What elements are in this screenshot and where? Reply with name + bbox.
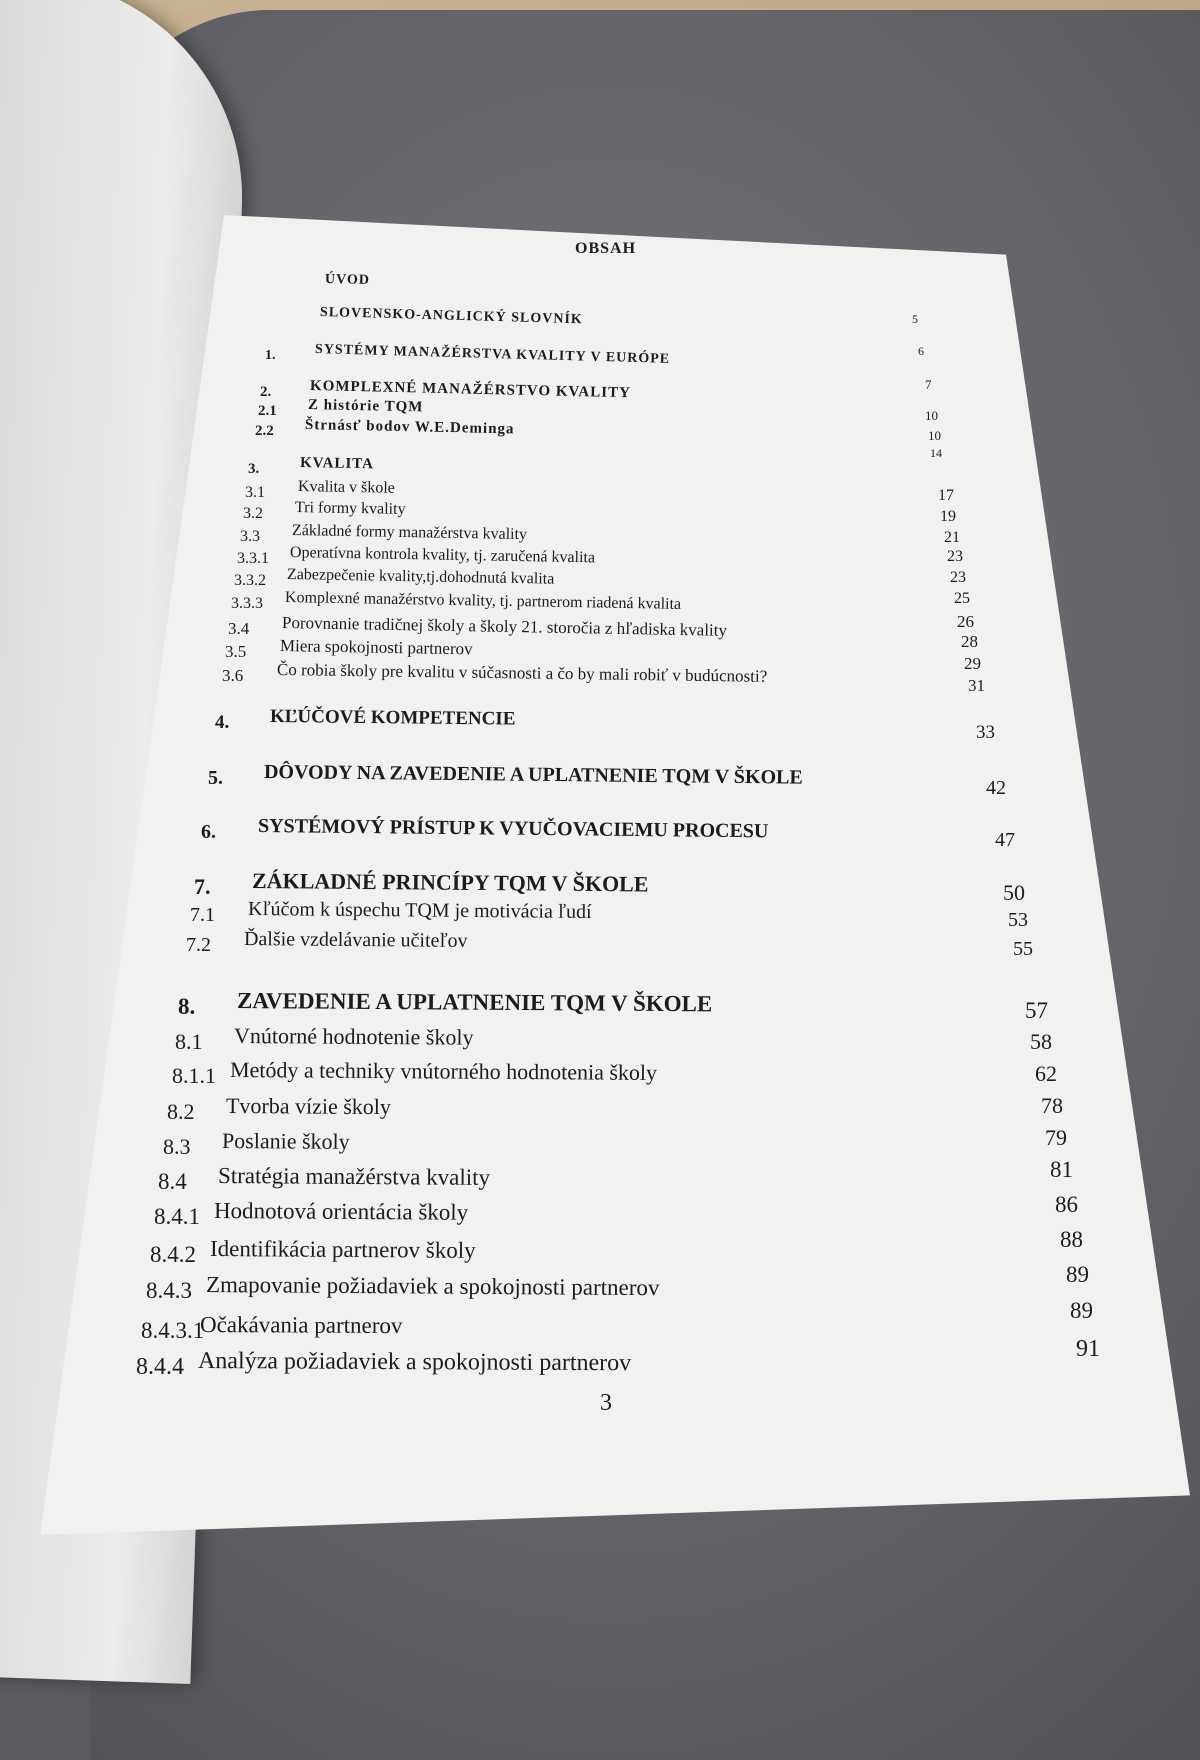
entry-title: Vnútorné hodnotenie školy: [233, 1023, 474, 1050]
entry-page-number: 57: [1025, 998, 1048, 1023]
entry-number: 8.4.3: [146, 1278, 192, 1303]
entry-page-number: 6: [918, 344, 924, 358]
entry-number: 8.1.1: [172, 1063, 216, 1088]
entry-page-number: 58: [1030, 1029, 1052, 1054]
entry-title: ZAVEDENIE A UPLATNENIE TQM V ŠKOLE: [236, 988, 713, 1017]
entry-number: 3.4: [228, 619, 250, 638]
entry-page-number: 55: [1013, 938, 1033, 960]
entry-page-number: 53: [1008, 909, 1028, 931]
entry-page-number: 10: [925, 408, 938, 423]
entry-page-number: 89: [1066, 1262, 1089, 1287]
entry-page-number: 91: [1076, 1336, 1100, 1362]
entry-title: Poslanie školy: [221, 1128, 350, 1154]
entry-page-number: 86: [1055, 1192, 1078, 1217]
entry-number: 8.4.2: [150, 1242, 196, 1267]
entry-page-number: 89: [1070, 1298, 1093, 1323]
entry-number: 1.: [265, 348, 276, 363]
entry-title: Tvorba vízie školy: [225, 1093, 392, 1120]
entry-page-number: 78: [1041, 1093, 1063, 1118]
entry-page-number: 28: [961, 632, 978, 651]
entry-title: Zabezpečenie kvality,tj.dohodnutá kvalita: [286, 566, 555, 588]
entry-number: 8.4.1: [154, 1204, 200, 1229]
entry-number: 3.3: [240, 528, 260, 545]
entry-number: 7.2: [186, 934, 211, 956]
entry-title: Hodnotová orientácia školy: [213, 1198, 469, 1225]
entry-page-number: 33: [976, 722, 995, 743]
entry-number: 7.: [194, 874, 211, 899]
entry-number: 3.3.3: [231, 595, 263, 612]
entry-title: Kľúčom k úspechu TQM je motivácia ľudí: [247, 898, 592, 923]
entry-title: ZÁKLADNÉ PRINCÍPY TQM V ŠKOLE: [251, 868, 649, 897]
entry-number: 8.3: [163, 1134, 191, 1159]
entry-title: SYSTÉMY MANAŽÉRSTVA KVALITY V EURÓPE: [314, 342, 671, 367]
entry-number: 2.: [260, 384, 272, 400]
entry-number: 3.3.1: [237, 550, 269, 567]
entry-number: 7.1: [190, 904, 215, 926]
page-title: OBSAH: [575, 240, 637, 257]
entry-title: DÔVODY NA ZAVEDENIE A UPLATNENIE TQM V ŠKOLE: [263, 761, 803, 789]
entry-title: Tri formy kvality: [294, 499, 406, 518]
entry-page-number: 7: [925, 377, 932, 392]
entry-title: KVALITA: [299, 455, 375, 473]
entry-title: Operatívna kontrola kvality, tj. zaručená kvalita: [289, 544, 596, 567]
entry-title: SYSTÉMOVÝ PRÍSTUP K VYUČOVACIEMU PROCESU: [257, 815, 769, 843]
entry-page-number: 47: [995, 829, 1015, 851]
entry-number: 8.: [178, 994, 196, 1019]
entry-title: Komplexné manažérstvo kvality, tj. partnerom riadená kvalita: [284, 589, 682, 613]
entry-page-number: 50: [1003, 880, 1025, 905]
entry-page-number: 23: [950, 569, 966, 586]
entry-page-number: 42: [986, 777, 1006, 799]
entry-page-number: 19: [940, 508, 956, 525]
entry-number: 3.6: [222, 666, 244, 685]
entry-page-number: 21: [944, 529, 960, 546]
entry-number: 3.2: [243, 505, 263, 522]
entry-number: 8.4: [158, 1169, 187, 1194]
entry-number: 8.4.3.1: [141, 1318, 205, 1343]
entry-page-number: 5: [912, 312, 918, 326]
page-number: 3: [600, 1390, 612, 1416]
entry-page-number: 62: [1035, 1061, 1057, 1086]
entry-number: 8.2: [167, 1099, 195, 1124]
entry-number: 6.: [201, 821, 216, 843]
entry-number: 3.: [248, 461, 260, 477]
entry-title: SLOVENSKO-ANGLICKÝ SLOVNÍK: [319, 305, 584, 328]
entry-number: 8.1: [175, 1029, 203, 1054]
entry-number: 3.1: [245, 484, 265, 501]
entry-page-number: 14: [930, 446, 942, 460]
entry-page-number: 23: [947, 548, 963, 565]
entry-title: Miera spokojnosti partnerov: [279, 636, 473, 659]
entry-number: 3.5: [225, 642, 247, 661]
entry-title: KOMPLEXNÉ MANAŽÉRSTVO KVALITY: [309, 378, 632, 402]
entry-title: Štrnásť bodov W.E.Deminga: [304, 417, 515, 438]
entry-page-number: 29: [964, 654, 981, 673]
entry-number: 4.: [215, 712, 230, 733]
entry-title: Stratégia manažérstva kvality: [217, 1163, 491, 1190]
entry-title: Základné formy manažérstva kvality: [291, 522, 528, 544]
entry-page-number: 81: [1050, 1157, 1073, 1182]
entry-page-number: 17: [938, 487, 954, 504]
entry-page-number: 31: [968, 676, 985, 695]
entry-number: 2.1: [258, 403, 277, 419]
entry-title: Čo robia školy pre kvalitu v súčasnosti a čo by mali robiť v budúcnosti?: [276, 660, 768, 686]
entry-page-number: 10: [928, 428, 941, 443]
entry-title: Z histórie TQM: [307, 397, 424, 416]
entry-title: Očakávania partnerov: [199, 1312, 403, 1339]
entry-page-number: 26: [957, 612, 974, 631]
entry-title: Analýza požiadaviek a spokojnosti partnerov: [197, 1348, 632, 1377]
entry-title: KĽÚČOVÉ KOMPETENCIE: [269, 706, 516, 730]
entry-number: 5.: [208, 767, 223, 789]
entry-title: Porovnanie tradičnej školy a školy 21. storočia z hľadiska kvality: [281, 613, 728, 640]
entry-title: Zmapovanie požiadaviek a spokojnosti partnerov: [205, 1272, 660, 1301]
entry-page-number: 88: [1060, 1227, 1083, 1252]
entry-number: 2.2: [255, 423, 274, 439]
entry-title: Kvalita v škole: [297, 478, 396, 497]
entry-page-number: 25: [954, 590, 970, 607]
entry-page-number: 79: [1045, 1125, 1067, 1150]
entry-number: 3.3.2: [234, 572, 266, 589]
entry-number: 8.4.4: [136, 1354, 184, 1380]
entry-title: ÚVOD: [324, 272, 371, 288]
entry-title: Ďalšie vzdelávanie učiteľov: [243, 928, 468, 952]
entry-title: Metódy a techniky vnútorného hodnotenia školy: [229, 1057, 658, 1085]
entry-title: Identifikácia partnerov školy: [209, 1236, 476, 1263]
